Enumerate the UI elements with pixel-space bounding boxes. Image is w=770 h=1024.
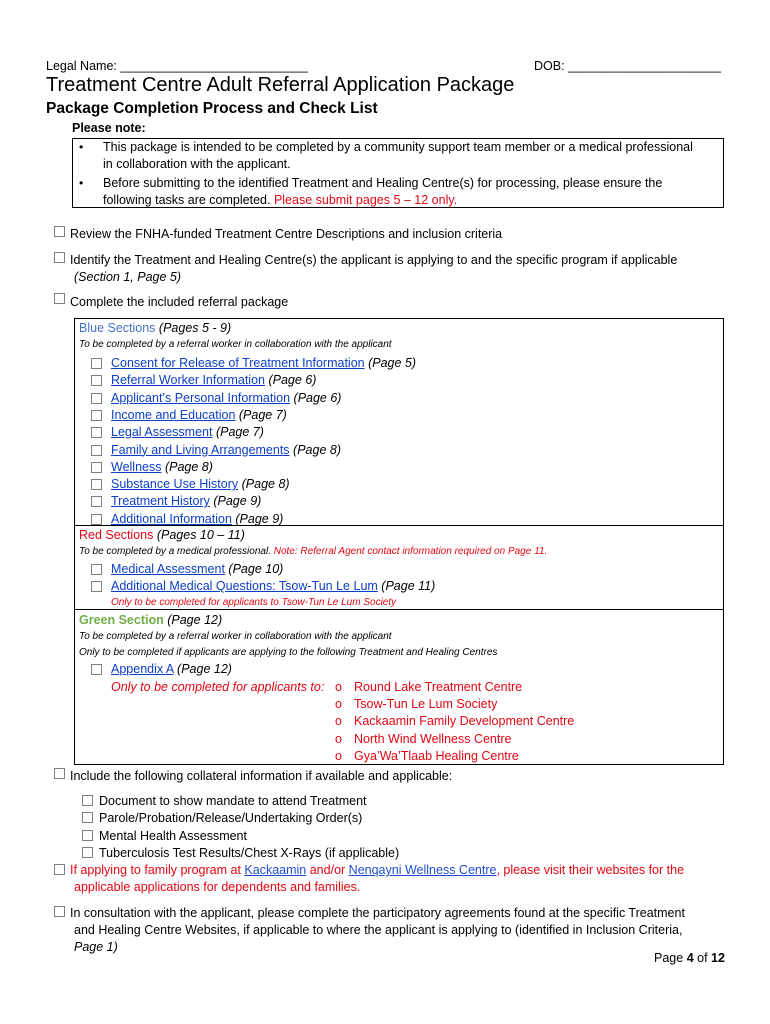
red-item-checkbox[interactable]	[91, 564, 102, 575]
note-2-text: following tasks are completed.	[103, 193, 271, 207]
red-item-checkbox[interactable]	[91, 581, 102, 592]
note-1-line-2: in collaboration with the applicant.	[103, 157, 291, 171]
centre-item: North Wind Wellness Centre	[354, 731, 512, 746]
collateral-item: Document to show mandate to attend Treatment	[99, 794, 367, 808]
collateral-item-checkbox[interactable]	[82, 847, 93, 858]
page-label: Page	[654, 951, 684, 965]
task-3-checkbox[interactable]	[54, 293, 65, 304]
blue-item	[111, 425, 264, 439]
blue-item-link[interactable]: Legal Assessment	[111, 425, 213, 440]
green-section-title: Green Section	[79, 613, 164, 627]
blue-item-link[interactable]: Referral Worker Information	[111, 373, 265, 388]
red-note-alert: Note: Referral Agent contact information required on Page 11.	[273, 546, 548, 557]
task-3-label: Complete the included referral package	[70, 295, 289, 309]
family-checkbox[interactable]	[54, 864, 65, 875]
red-item-link[interactable]: Medical Assessment	[111, 562, 225, 576]
blue-item-checkbox[interactable]	[91, 393, 102, 404]
note-1-line-1: This package is intended to be completed by a community support team member or a medical professional	[103, 140, 693, 154]
task-2-section-ref: (Section 1, Page 5)	[74, 270, 182, 284]
submit-pages-note: Please submit pages 5 – 12 only.	[273, 193, 458, 207]
blue-item	[111, 460, 213, 474]
blue-section-pages: (Pages 5 - 9)	[158, 321, 232, 335]
blue-item	[111, 477, 290, 491]
collateral-item-checkbox[interactable]	[82, 795, 93, 806]
green-section-note-1: To be completed by a referral worker in collaboration with the applicant	[79, 631, 392, 642]
blue-item-page: (Page 8)	[164, 459, 213, 474]
collateral-item: Parole/Probation/Release/Undertaking Order(s)	[99, 811, 363, 826]
appendix-a-item	[111, 662, 232, 676]
blue-section-title: Blue Sections	[79, 321, 156, 335]
collateral-item-checkbox[interactable]	[82, 830, 93, 841]
blue-item-checkbox[interactable]	[91, 462, 102, 473]
blue-item	[111, 443, 341, 457]
blue-item	[111, 408, 287, 422]
red-section-pages: (Pages 10 – 11)	[156, 528, 245, 542]
centre-item: Round Lake Treatment Centre	[354, 680, 523, 694]
collateral-title: Include the following collateral information if available and applicable:	[70, 769, 453, 783]
consult-line-2: and Healing Centre Websites, if applicable to where the applicant is applying to (identified in Inclusion Criteria,	[74, 923, 683, 937]
blue-item-link[interactable]: Substance Use History	[111, 477, 239, 492]
note-2-line-2	[103, 192, 457, 209]
blue-item-checkbox[interactable]	[91, 410, 102, 421]
green-section-note-2: Only to be completed if applicants are applying to the following Treatment and Healing Centres	[79, 647, 498, 658]
dob-field[interactable]: DOB: ______________________	[534, 59, 721, 73]
family-line-1	[70, 863, 684, 877]
blue-item-checkbox[interactable]	[91, 496, 102, 507]
blue-item-checkbox[interactable]	[91, 358, 102, 369]
collateral-item-checkbox[interactable]	[82, 812, 93, 823]
circle-bullet-icon: o	[335, 680, 342, 694]
appendix-a-checkbox[interactable]	[91, 664, 102, 675]
legal-name-field[interactable]: Legal Name: ___________________________	[46, 59, 309, 73]
red-item-page: (Page 10)	[228, 562, 284, 576]
blue-item-checkbox[interactable]	[91, 427, 102, 438]
red-section-note	[79, 546, 547, 557]
appendix-a-link[interactable]: Appendix A	[111, 662, 174, 676]
task-2-checkbox[interactable]	[54, 252, 65, 263]
blue-item-page: (Page 7)	[215, 425, 264, 440]
blue-item-link[interactable]: Income and Education	[111, 407, 236, 422]
task-2-label: Identify the Treatment and Healing Centre(s) the applicant is applying to and the specific program if applicable	[70, 253, 678, 267]
collateral-item: Tuberculosis Test Results/Chest X-Rays (if applicable)	[99, 845, 400, 860]
appendix-a-page: (Page 12)	[177, 662, 232, 676]
red-item	[111, 562, 283, 576]
nenqayni-link[interactable]: Nenqayni Wellness Centre	[348, 863, 497, 877]
task-1-label: Review the FNHA-funded Treatment Centre Descriptions and inclusion criteria	[70, 227, 503, 241]
page-of: of	[697, 951, 708, 965]
collateral-item: Mental Health Assessment	[99, 828, 247, 843]
red-item-link[interactable]: Additional Medical Questions: Tsow-Tun Le Lum	[111, 579, 378, 593]
blue-item	[111, 356, 416, 370]
circle-bullet-icon: o	[335, 697, 342, 712]
page-number	[654, 951, 725, 965]
green-only-for-label: Only to be completed for applicants to:	[111, 680, 325, 694]
red-item	[111, 579, 435, 593]
blue-item-page: (Page 6)	[268, 373, 317, 388]
centre-item: Kackaamin Family Development Centre	[354, 714, 575, 729]
circle-bullet-icon: o	[335, 714, 342, 729]
blue-item-page: (Page 8)	[293, 442, 341, 457]
page-subtitle: Package Completion Process and Check List	[46, 100, 378, 117]
family-line-2: applicable applications for dependents and families.	[74, 880, 361, 894]
blue-item-link[interactable]: Applicant’s Personal Information	[111, 390, 291, 405]
blue-section-note: To be completed by a referral worker in collaboration with the applicant	[79, 339, 392, 350]
green-section-heading	[79, 613, 222, 627]
blue-item-page: (Page 9)	[213, 494, 262, 509]
kackaamin-link[interactable]: Kackaamin	[244, 863, 307, 877]
bullet-icon: •	[79, 140, 84, 154]
blue-item-link[interactable]: Additional Information	[111, 511, 232, 526]
task-1-checkbox[interactable]	[54, 226, 65, 237]
note-2-line-1: Before submitting to the identified Treatment and Healing Centre(s) for processing, please ensure the	[103, 176, 663, 190]
blue-section-heading	[79, 321, 231, 335]
red-note-text: To be completed by a medical professional.	[79, 546, 271, 557]
blue-item-checkbox[interactable]	[91, 479, 102, 490]
blue-item-page: (Page 9)	[235, 511, 284, 526]
blue-item-page: (Page 8)	[241, 477, 290, 492]
page-current: 4	[686, 951, 694, 965]
blue-item-page: (Page 6)	[293, 390, 342, 405]
family-mid: and/or	[309, 863, 346, 877]
consult-line-1: In consultation with the applicant, please complete the participatory agreements found at the specific Treatment	[70, 906, 685, 920]
please-note-label: Please note:	[72, 121, 146, 135]
red-section-title: Red Sections	[79, 528, 154, 542]
red-only-note: Only to be completed for applicants to Tsow-Tun Le Lum Society	[111, 597, 397, 608]
circle-bullet-icon: o	[335, 748, 342, 763]
blue-item-page: (Page 5)	[368, 356, 417, 370]
blue-item-checkbox[interactable]	[91, 514, 102, 525]
blue-item	[111, 494, 261, 508]
consult-checkbox[interactable]	[54, 906, 65, 917]
page-title: Treatment Centre Adult Referral Application Package	[46, 74, 515, 96]
blue-item	[111, 391, 341, 405]
green-section-pages: (Page 12)	[167, 613, 223, 627]
blue-item-link[interactable]: Wellness	[111, 459, 162, 474]
blue-item-page: (Page 7)	[238, 407, 287, 422]
collateral-checkbox[interactable]	[54, 768, 65, 779]
bullet-icon: •	[79, 176, 84, 190]
blue-item-link[interactable]: Family and Living Arrangements	[111, 442, 290, 457]
consult-line-3: Page 1)	[74, 940, 118, 954]
blue-item	[111, 512, 283, 526]
blue-item-link[interactable]: Consent for Release of Treatment Information	[111, 356, 365, 370]
blue-item	[111, 373, 316, 387]
family-post: , please visit their websites for the	[496, 863, 685, 877]
red-section-heading	[79, 528, 245, 542]
circle-bullet-icon: o	[335, 731, 342, 746]
centre-item: Gya’Wa’Tlaab Healing Centre	[354, 748, 519, 763]
centre-item: Tsow-Tun Le Lum Society	[354, 697, 498, 712]
family-pre: If applying to family program at	[70, 863, 241, 877]
note-box	[72, 138, 724, 208]
red-item-page: (Page 11)	[381, 579, 436, 593]
blue-item-link[interactable]: Treatment History	[111, 494, 210, 509]
blue-item-checkbox[interactable]	[91, 375, 102, 386]
page-total: 12	[711, 951, 725, 965]
blue-item-checkbox[interactable]	[91, 445, 102, 456]
